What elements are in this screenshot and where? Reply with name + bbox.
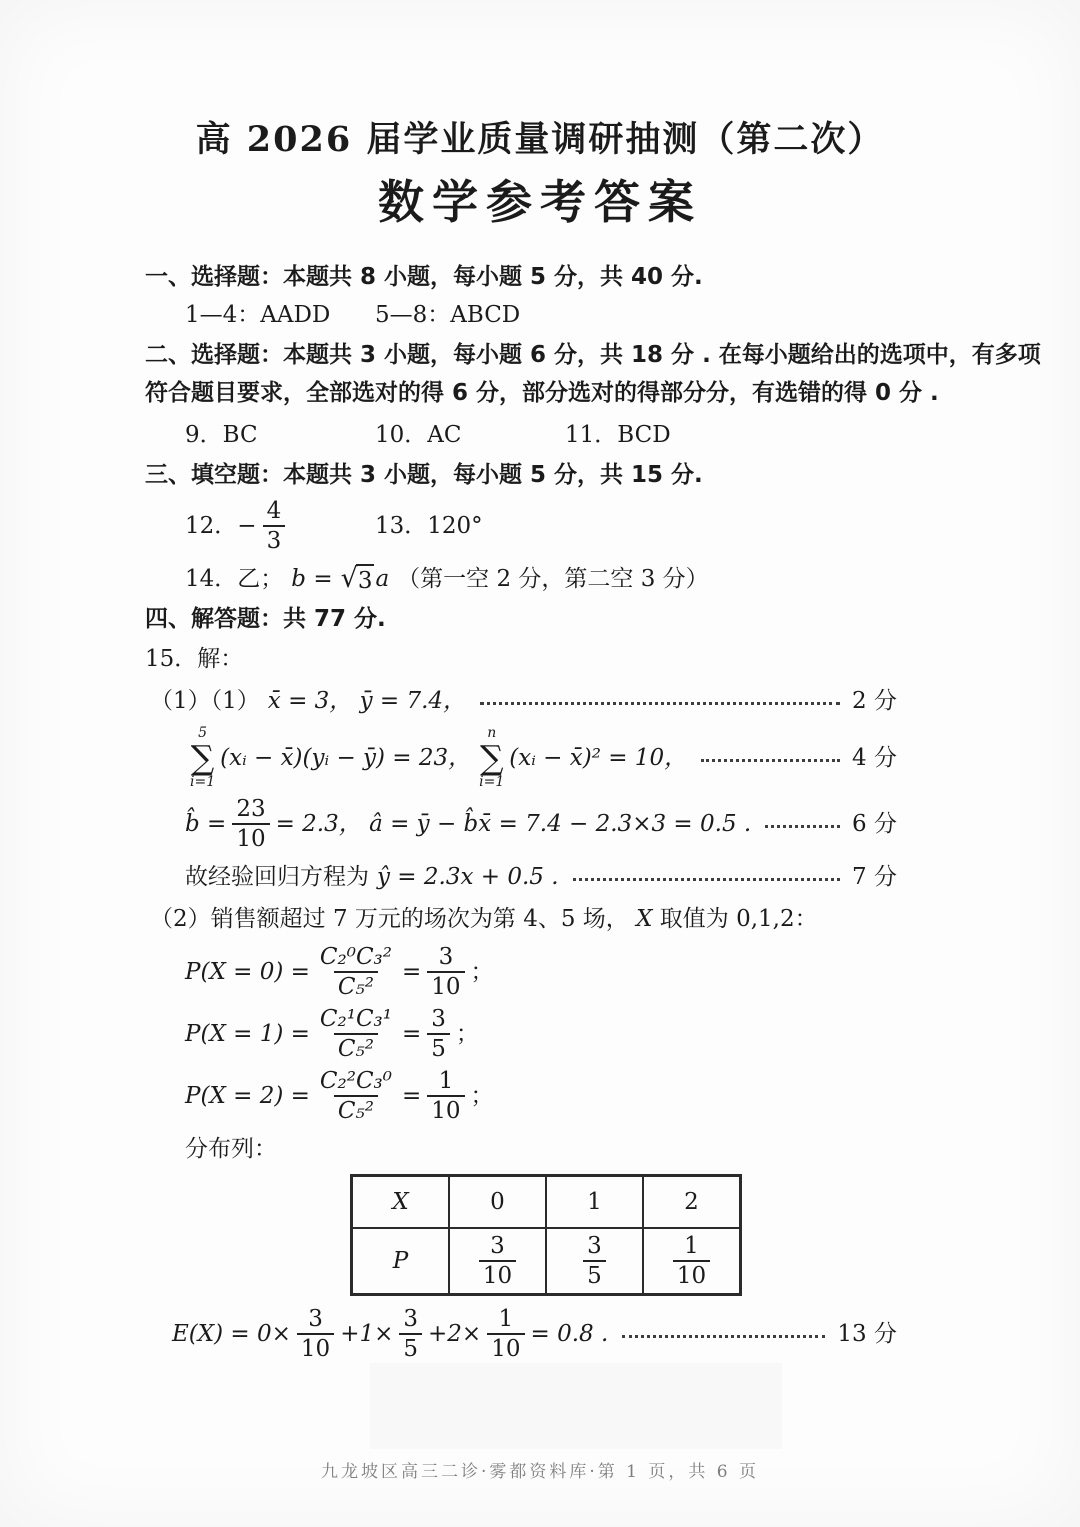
q15-label: 15．解：	[145, 646, 244, 672]
p1-result-fraction	[427, 1006, 450, 1062]
p2-equals: =	[401, 1083, 422, 1109]
radical-sign: √	[340, 562, 358, 594]
section4-heading: 四、解答题：共 77 分.	[145, 606, 386, 632]
dotted-leader	[701, 759, 840, 762]
step1-part-label: （1）（1）	[150, 688, 260, 714]
p0-equals: =	[401, 959, 422, 985]
answer-q10: 10．AC	[375, 422, 462, 448]
sol15-step3-expression	[185, 796, 751, 852]
p-fraction-0	[479, 1233, 516, 1289]
answer-q14	[185, 562, 935, 596]
frac-den: 10	[297, 1333, 334, 1362]
page-footer: 九龙坡区高三二诊·雾都资料库·第 1 页，共 6 页	[320, 1462, 760, 1482]
q14-equation-lhs: b =	[291, 566, 333, 592]
answers-1-4: 1—4：AADD	[185, 302, 331, 328]
probability-x0-line	[185, 944, 935, 1000]
q14-radicand: 3	[356, 564, 375, 595]
summation-1	[190, 726, 215, 790]
fraction-numerator: 23	[236, 796, 266, 822]
p2-comb-denominator: C₅²	[334, 1095, 378, 1124]
p0-result-numerator: 3	[438, 944, 454, 970]
frac-num: 1	[684, 1233, 699, 1259]
frac-den: 10	[487, 1333, 524, 1362]
p0-comb-denominator: C₅²	[334, 971, 378, 1000]
p1-comb-numerator: C₂¹C₃¹	[319, 1006, 392, 1032]
probability-x1-line	[185, 1006, 935, 1062]
e-mid-1: +1×	[340, 1321, 394, 1347]
answer-q12	[185, 498, 375, 554]
table-x-value-0: 0	[449, 1176, 546, 1229]
regression-equation: ŷ = 2.3x + 0.5 .	[377, 864, 559, 890]
p-fraction-2	[673, 1233, 710, 1289]
sol15-step2-expression	[185, 726, 687, 790]
summation-2	[479, 726, 504, 790]
q12-fraction	[263, 498, 286, 554]
step2-score: 4 分	[852, 745, 897, 771]
table-header-x: X	[352, 1176, 450, 1229]
section3-q12-q13	[185, 498, 935, 554]
p-fraction-1	[583, 1233, 606, 1289]
b-hat-lhs: b̂ =	[185, 811, 227, 837]
distribution-table	[350, 1174, 742, 1296]
part2-variable-x: X	[636, 906, 653, 932]
table-p-value-1	[546, 1228, 643, 1295]
q14-sqrt	[341, 564, 375, 595]
q12-fraction-denominator: 3	[263, 525, 286, 554]
q12-minus-sign: −	[237, 513, 257, 539]
q14-score-note: （第一空 2 分，第二空 3 分）	[397, 566, 709, 592]
sum2-lower-limit: i=1	[479, 774, 505, 790]
frac-num: 3	[403, 1306, 419, 1332]
e-mid-2: +2×	[428, 1321, 482, 1347]
answer-q13: 13．120°	[375, 513, 483, 539]
table-x-value-2: 2	[643, 1176, 741, 1229]
section2-heading	[145, 336, 1041, 412]
frac-den: 5	[399, 1333, 422, 1362]
dotted-leader	[480, 702, 840, 705]
step3-score: 6 分	[852, 811, 897, 837]
p1-equals: =	[401, 1021, 422, 1047]
sol15-part2-statement	[150, 902, 935, 936]
e-result: = 0.8 .	[530, 1321, 609, 1347]
section2-heading-line1: 二、选择题：本题共 3 小题，每小题 6 分，共 18 分 . 在每小题给出的选项中，有多项	[145, 342, 1041, 368]
step1-score: 2 分	[852, 688, 897, 714]
p1-lhs: P(X = 1) =	[185, 1021, 310, 1047]
sum1-expression: (xᵢ − x̄)(yᵢ − ȳ) = 23，	[220, 745, 472, 771]
frac-num: 1	[498, 1306, 514, 1332]
sigma-icon: ∑	[190, 738, 215, 777]
p0-result-fraction	[427, 944, 464, 1000]
q14-variable-a: a	[375, 566, 390, 592]
sol15-step3-line	[185, 796, 935, 852]
frac-den: 10	[673, 1260, 710, 1289]
b-hat-fraction	[232, 796, 269, 852]
sum2-upper-limit: n	[487, 725, 497, 741]
table-row-p	[352, 1228, 741, 1295]
dotted-leader	[765, 825, 840, 828]
page-subtitle: 数学参考答案	[378, 175, 702, 229]
q12-fraction-numerator: 4	[266, 498, 282, 524]
p0-lhs: P(X = 0) =	[185, 959, 310, 985]
frac-den: 10	[479, 1260, 516, 1289]
p2-combination-fraction	[316, 1068, 396, 1124]
q14-label: 14．乙；	[185, 566, 284, 592]
section2-heading-line2: 符合题目要求，全部选对的得 6 分，部分选对的得部分分，有选错的得 0 分 .	[145, 380, 939, 406]
dotted-leader	[622, 1335, 825, 1338]
p2-result-denominator: 10	[427, 1095, 464, 1124]
p1-comb-denominator: C₅²	[334, 1033, 378, 1062]
q12-label: 12．	[185, 513, 238, 539]
sol15-step2-line	[185, 726, 935, 790]
part2-text: （2）销售额超过 7 万元的场次为第 4、5 场，	[150, 906, 629, 932]
table-p-value-0	[449, 1228, 546, 1295]
p0-semicolon: ；	[470, 959, 494, 985]
p2-result-fraction	[427, 1068, 464, 1124]
regression-statement: 故经验回归方程为	[185, 864, 369, 890]
p0-result-denominator: 10	[427, 971, 464, 1000]
p1-semicolon: ；	[455, 1021, 479, 1047]
sum1-upper-limit: 5	[198, 725, 208, 741]
section3-heading: 三、填空题：本题共 3 小题，每小题 5 分，共 15 分.	[145, 462, 703, 488]
answer-q11: 11．BCD	[565, 422, 671, 448]
sol15-step4-line	[185, 860, 935, 894]
step1-means: x̄ = 3， ȳ = 7.4，	[267, 688, 467, 714]
sum1-lower-limit: i=1	[190, 774, 216, 790]
frac-num: 3	[490, 1233, 505, 1259]
p1-result-denominator: 5	[427, 1033, 450, 1062]
section2-answers	[185, 418, 935, 452]
a-hat-computation: = 2.3， â = ȳ − b̂x̄ = 7.4 − 2.3×3 = 0.5 .	[275, 811, 752, 837]
p0-comb-numerator: C₂⁰C₃²	[319, 944, 392, 970]
fraction-denominator: 10	[232, 823, 269, 852]
sol15-step4-expression	[185, 860, 559, 894]
distribution-label: 分布列：	[185, 1136, 277, 1162]
p2-lhs: P(X = 2) =	[185, 1083, 310, 1109]
p2-semicolon: ；	[470, 1083, 494, 1109]
section1-answers	[185, 298, 935, 332]
sigma-icon: ∑	[479, 738, 504, 777]
p1-combination-fraction	[316, 1006, 396, 1062]
watermark-area	[370, 1363, 782, 1449]
expectation-expression	[172, 1306, 608, 1362]
table-x-value-1: 1	[546, 1176, 643, 1229]
probability-x2-line	[185, 1068, 935, 1124]
table-row-x	[352, 1176, 741, 1229]
step4-score: 7 分	[852, 864, 897, 890]
expectation-score: 13 分	[837, 1321, 897, 1347]
frac-den: 5	[583, 1260, 606, 1289]
answer-q9: 9．BC	[185, 422, 258, 448]
p0-combination-fraction	[316, 944, 396, 1000]
dotted-leader	[573, 878, 841, 881]
e-fraction-2	[399, 1306, 422, 1362]
sol15-step1-expression	[150, 684, 466, 718]
answers-5-8: 5—8：ABCD	[375, 302, 521, 328]
sum2-expression: (xᵢ − x̄)² = 10，	[509, 745, 688, 771]
p2-result-numerator: 1	[438, 1068, 454, 1094]
frac-num: 3	[587, 1233, 602, 1259]
p2-comb-numerator: C₂²C₃⁰	[319, 1068, 392, 1094]
e-fraction-3	[487, 1306, 524, 1362]
table-p-value-2	[643, 1228, 741, 1295]
page-title: 高 2026 届学业质量调研抽测（第二次）	[195, 119, 885, 160]
e-fraction-1	[297, 1306, 334, 1362]
expectation-line	[172, 1306, 935, 1362]
sol15-step1-line	[150, 684, 935, 718]
e-lhs: E(X) = 0×	[172, 1321, 291, 1347]
section1-heading: 一、选择题：本题共 8 小题，每小题 5 分，共 40 分.	[145, 264, 703, 290]
frac-num: 3	[308, 1306, 323, 1332]
part2-values-text: 取值为 0,1,2：	[659, 906, 818, 932]
p1-result-numerator: 3	[431, 1006, 446, 1032]
table-header-p: P	[352, 1228, 450, 1295]
